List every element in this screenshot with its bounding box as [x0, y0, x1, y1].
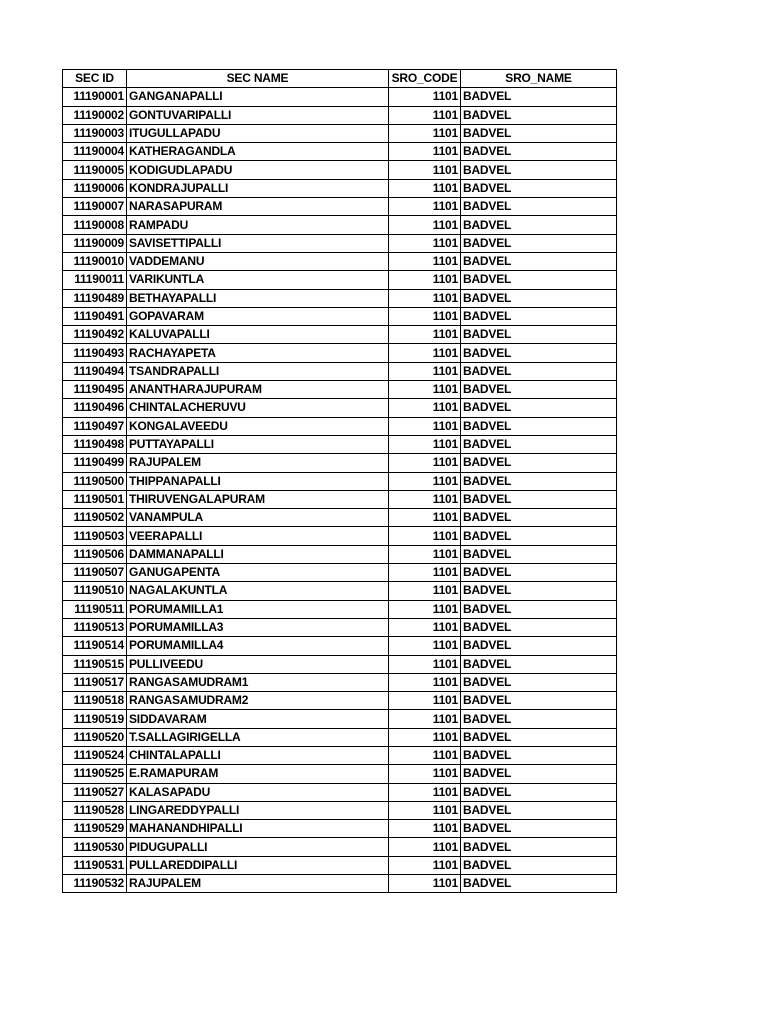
sro-code-cell: 1101 [389, 527, 461, 545]
sro-name-cell: BADVEL [461, 106, 617, 124]
sro-code-cell: 1101 [389, 801, 461, 819]
sro-name-cell: BADVEL [461, 472, 617, 490]
header-sro-code: SRO_CODE [389, 70, 461, 88]
sec-name-cell: CHINTALACHERUVU [127, 399, 389, 417]
sec-id-cell: 11190007 [63, 198, 127, 216]
table-row [63, 124, 617, 142]
sro-code-cell: 1101 [389, 143, 461, 161]
sec-name-cell: VANAMPULA [127, 509, 389, 527]
sro-name-cell: BADVEL [461, 271, 617, 289]
table-row [63, 179, 617, 197]
sro-code-cell: 1101 [389, 161, 461, 179]
sro-code-cell: 1101 [389, 856, 461, 874]
sro-code-cell: 1101 [389, 618, 461, 636]
table-row [63, 271, 617, 289]
table-row [63, 454, 617, 472]
sec-id-cell: 11190506 [63, 545, 127, 563]
sec-id-cell: 11190502 [63, 509, 127, 527]
sro-name-cell: BADVEL [461, 417, 617, 435]
sec-name-cell: RANGASAMUDRAM2 [127, 692, 389, 710]
sec-name-cell: PUTTAYAPALLI [127, 435, 389, 453]
sec-name-cell: NAGALAKUNTLA [127, 582, 389, 600]
sro-name-cell: BADVEL [461, 289, 617, 307]
sec-name-cell: PORUMAMILLA4 [127, 637, 389, 655]
sro-name-cell: BADVEL [461, 746, 617, 764]
table-row [63, 673, 617, 691]
header-sec-id: SEC ID [63, 70, 127, 88]
table-row [63, 564, 617, 582]
sec-name-cell: GANGANAPALLI [127, 88, 389, 106]
sec-name-cell: SIDDAVARAM [127, 710, 389, 728]
sec-id-cell: 11190530 [63, 838, 127, 856]
sec-id-cell: 11190494 [63, 362, 127, 380]
table-row [63, 289, 617, 307]
sec-id-cell: 11190489 [63, 289, 127, 307]
sec-name-cell: THIPPANAPALLI [127, 472, 389, 490]
table-row [63, 655, 617, 673]
table-row [63, 106, 617, 124]
sec-name-cell: RAJUPALEM [127, 454, 389, 472]
sro-code-cell: 1101 [389, 271, 461, 289]
table-row [63, 600, 617, 618]
sro-name-cell: BADVEL [461, 399, 617, 417]
sec-id-cell: 11190499 [63, 454, 127, 472]
sro-name-cell: BADVEL [461, 801, 617, 819]
sec-id-cell: 11190518 [63, 692, 127, 710]
sro-name-cell: BADVEL [461, 124, 617, 142]
sro-code-cell: 1101 [389, 417, 461, 435]
table-row [63, 161, 617, 179]
sec-id-cell: 11190514 [63, 637, 127, 655]
sec-id-cell: 11190529 [63, 820, 127, 838]
sro-code-cell: 1101 [389, 289, 461, 307]
sro-code-cell: 1101 [389, 509, 461, 527]
sec-id-cell: 11190004 [63, 143, 127, 161]
sro-name-cell: BADVEL [461, 582, 617, 600]
sro-name-cell: BADVEL [461, 454, 617, 472]
sro-name-cell: BADVEL [461, 326, 617, 344]
sro-name-cell: BADVEL [461, 728, 617, 746]
sro-code-cell: 1101 [389, 692, 461, 710]
sec-id-cell: 11190527 [63, 783, 127, 801]
sec-name-cell: PORUMAMILLA3 [127, 618, 389, 636]
sec-name-cell: CHINTALAPALLI [127, 746, 389, 764]
sec-name-cell: RACHAYAPETA [127, 344, 389, 362]
sec-id-cell: 11190524 [63, 746, 127, 764]
sro-code-cell: 1101 [389, 307, 461, 325]
sro-name-cell: BADVEL [461, 307, 617, 325]
sro-code-cell: 1101 [389, 710, 461, 728]
sec-name-cell: PULLAREDDIPALLI [127, 856, 389, 874]
sec-id-cell: 11190498 [63, 435, 127, 453]
sro-name-cell: BADVEL [461, 490, 617, 508]
sec-id-cell: 11190491 [63, 307, 127, 325]
sro-name-cell: BADVEL [461, 692, 617, 710]
sec-id-cell: 11190497 [63, 417, 127, 435]
sec-name-cell: GANUGAPENTA [127, 564, 389, 582]
table-row [63, 582, 617, 600]
sro-code-cell: 1101 [389, 326, 461, 344]
table-row [63, 417, 617, 435]
table-row [63, 143, 617, 161]
sec-id-cell: 11190515 [63, 655, 127, 673]
sro-code-cell: 1101 [389, 252, 461, 270]
table-row [63, 509, 617, 527]
sec-name-cell: T.SALLAGIRIGELLA [127, 728, 389, 746]
table-row [63, 820, 617, 838]
sec-id-cell: 11190008 [63, 216, 127, 234]
header-sro-name: SRO_NAME [461, 70, 617, 88]
sro-name-cell: BADVEL [461, 161, 617, 179]
header-row [63, 70, 617, 88]
sro-code-cell: 1101 [389, 655, 461, 673]
sro-code-cell: 1101 [389, 234, 461, 252]
sro-name-cell: BADVEL [461, 344, 617, 362]
table-row [63, 344, 617, 362]
sec-name-cell: PORUMAMILLA1 [127, 600, 389, 618]
sro-code-cell: 1101 [389, 545, 461, 563]
sro-code-cell: 1101 [389, 198, 461, 216]
sro-name-cell: BADVEL [461, 234, 617, 252]
sro-name-cell: BADVEL [461, 875, 617, 893]
sro-name-cell: BADVEL [461, 527, 617, 545]
sec-name-cell: PULLIVEEDU [127, 655, 389, 673]
sro-code-cell: 1101 [389, 362, 461, 380]
sro-code-cell: 1101 [389, 106, 461, 124]
sro-code-cell: 1101 [389, 472, 461, 490]
sec-id-cell: 11190525 [63, 765, 127, 783]
sro-code-cell: 1101 [389, 124, 461, 142]
sro-code-cell: 1101 [389, 344, 461, 362]
table-row [63, 728, 617, 746]
sro-name-cell: BADVEL [461, 856, 617, 874]
sec-id-cell: 11190006 [63, 179, 127, 197]
table-row [63, 490, 617, 508]
sec-name-cell: E.RAMAPURAM [127, 765, 389, 783]
sro-name-cell: BADVEL [461, 637, 617, 655]
sro-code-cell: 1101 [389, 564, 461, 582]
sec-id-cell: 11190496 [63, 399, 127, 417]
table-row [63, 198, 617, 216]
sec-id-cell: 11190011 [63, 271, 127, 289]
sro-name-cell: BADVEL [461, 198, 617, 216]
table-row [63, 618, 617, 636]
sro-code-cell: 1101 [389, 637, 461, 655]
sec-name-cell: RANGASAMUDRAM1 [127, 673, 389, 691]
sec-name-cell: TSANDRAPALLI [127, 362, 389, 380]
sec-table [62, 69, 617, 893]
sro-name-cell: BADVEL [461, 88, 617, 106]
sec-name-cell: NARASAPURAM [127, 198, 389, 216]
sro-name-cell: BADVEL [461, 618, 617, 636]
sro-name-cell: BADVEL [461, 600, 617, 618]
sro-name-cell: BADVEL [461, 143, 617, 161]
sec-name-cell: PIDUGUPALLI [127, 838, 389, 856]
sec-name-cell: THIRUVENGALAPURAM [127, 490, 389, 508]
table-body [63, 88, 617, 893]
sec-id-cell: 11190507 [63, 564, 127, 582]
sro-code-cell: 1101 [389, 435, 461, 453]
sec-name-cell: DAMMANAPALLI [127, 545, 389, 563]
sec-name-cell: SAVISETTIPALLI [127, 234, 389, 252]
sec-name-cell: KALASAPADU [127, 783, 389, 801]
sec-name-cell: RAJUPALEM [127, 875, 389, 893]
sec-id-cell: 11190010 [63, 252, 127, 270]
sec-id-cell: 11190510 [63, 582, 127, 600]
sro-name-cell: BADVEL [461, 216, 617, 234]
sro-name-cell: BADVEL [461, 362, 617, 380]
table-row [63, 326, 617, 344]
table-row [63, 710, 617, 728]
table-row [63, 399, 617, 417]
table-row [63, 252, 617, 270]
sec-name-cell: VARIKUNTLA [127, 271, 389, 289]
table-row [63, 783, 617, 801]
table-row [63, 472, 617, 490]
sec-name-cell: RAMPADU [127, 216, 389, 234]
sro-name-cell: BADVEL [461, 820, 617, 838]
table-row [63, 692, 617, 710]
sro-code-cell: 1101 [389, 765, 461, 783]
table-row [63, 88, 617, 106]
sec-id-cell: 11190532 [63, 875, 127, 893]
sro-name-cell: BADVEL [461, 783, 617, 801]
sec-name-cell: BETHAYAPALLI [127, 289, 389, 307]
table-row [63, 362, 617, 380]
sec-id-cell: 11190519 [63, 710, 127, 728]
table-row [63, 545, 617, 563]
sec-name-cell: LINGAREDDYPALLI [127, 801, 389, 819]
sro-name-cell: BADVEL [461, 710, 617, 728]
table-row [63, 637, 617, 655]
sro-code-cell: 1101 [389, 673, 461, 691]
sro-code-cell: 1101 [389, 600, 461, 618]
sec-id-cell: 11190503 [63, 527, 127, 545]
sec-id-cell: 11190493 [63, 344, 127, 362]
sec-id-cell: 11190005 [63, 161, 127, 179]
sro-code-cell: 1101 [389, 88, 461, 106]
sro-name-cell: BADVEL [461, 655, 617, 673]
table-row [63, 765, 617, 783]
sec-id-cell: 11190511 [63, 600, 127, 618]
sec-name-cell: KODIGUDLAPADU [127, 161, 389, 179]
sec-id-cell: 11190002 [63, 106, 127, 124]
table-row [63, 307, 617, 325]
sec-id-cell: 11190513 [63, 618, 127, 636]
sec-id-cell: 11190517 [63, 673, 127, 691]
sro-code-cell: 1101 [389, 746, 461, 764]
sro-code-cell: 1101 [389, 838, 461, 856]
sec-id-cell: 11190001 [63, 88, 127, 106]
sro-name-cell: BADVEL [461, 673, 617, 691]
sro-code-cell: 1101 [389, 820, 461, 838]
sec-id-cell: 11190500 [63, 472, 127, 490]
sec-id-cell: 11190009 [63, 234, 127, 252]
sro-code-cell: 1101 [389, 783, 461, 801]
sec-name-cell: KALUVAPALLI [127, 326, 389, 344]
sro-code-cell: 1101 [389, 381, 461, 399]
sec-id-cell: 11190495 [63, 381, 127, 399]
sro-name-cell: BADVEL [461, 564, 617, 582]
sro-name-cell: BADVEL [461, 509, 617, 527]
sec-name-cell: VEERAPALLI [127, 527, 389, 545]
table-row [63, 381, 617, 399]
sec-name-cell: KONDRAJUPALLI [127, 179, 389, 197]
sec-name-cell: MAHANANDHIPALLI [127, 820, 389, 838]
table-row [63, 856, 617, 874]
sro-name-cell: BADVEL [461, 765, 617, 783]
sro-name-cell: BADVEL [461, 838, 617, 856]
sec-name-cell: ANANTHARAJUPURAM [127, 381, 389, 399]
table-row [63, 527, 617, 545]
sec-id-cell: 11190531 [63, 856, 127, 874]
table-row [63, 875, 617, 893]
sec-name-cell: KATHERAGANDLA [127, 143, 389, 161]
sec-id-cell: 11190492 [63, 326, 127, 344]
sec-id-cell: 11190501 [63, 490, 127, 508]
table-row [63, 838, 617, 856]
table-row [63, 435, 617, 453]
sec-name-cell: GONTUVARIPALLI [127, 106, 389, 124]
table-row [63, 216, 617, 234]
sro-code-cell: 1101 [389, 399, 461, 417]
sro-name-cell: BADVEL [461, 381, 617, 399]
table-row [63, 801, 617, 819]
sro-code-cell: 1101 [389, 582, 461, 600]
sec-name-cell: KONGALAVEEDU [127, 417, 389, 435]
sro-name-cell: BADVEL [461, 179, 617, 197]
sec-id-cell: 11190520 [63, 728, 127, 746]
sec-name-cell: ITUGULLAPADU [127, 124, 389, 142]
header-sec-name: SEC NAME [127, 70, 389, 88]
table-row [63, 746, 617, 764]
sro-code-cell: 1101 [389, 490, 461, 508]
sro-code-cell: 1101 [389, 216, 461, 234]
sro-name-cell: BADVEL [461, 435, 617, 453]
sro-code-cell: 1101 [389, 728, 461, 746]
sro-name-cell: BADVEL [461, 545, 617, 563]
sec-id-cell: 11190003 [63, 124, 127, 142]
sro-name-cell: BADVEL [461, 252, 617, 270]
sro-code-cell: 1101 [389, 179, 461, 197]
sro-code-cell: 1101 [389, 875, 461, 893]
sec-name-cell: VADDEMANU [127, 252, 389, 270]
sec-name-cell: GOPAVARAM [127, 307, 389, 325]
sec-id-cell: 11190528 [63, 801, 127, 819]
sro-code-cell: 1101 [389, 454, 461, 472]
table-row [63, 234, 617, 252]
